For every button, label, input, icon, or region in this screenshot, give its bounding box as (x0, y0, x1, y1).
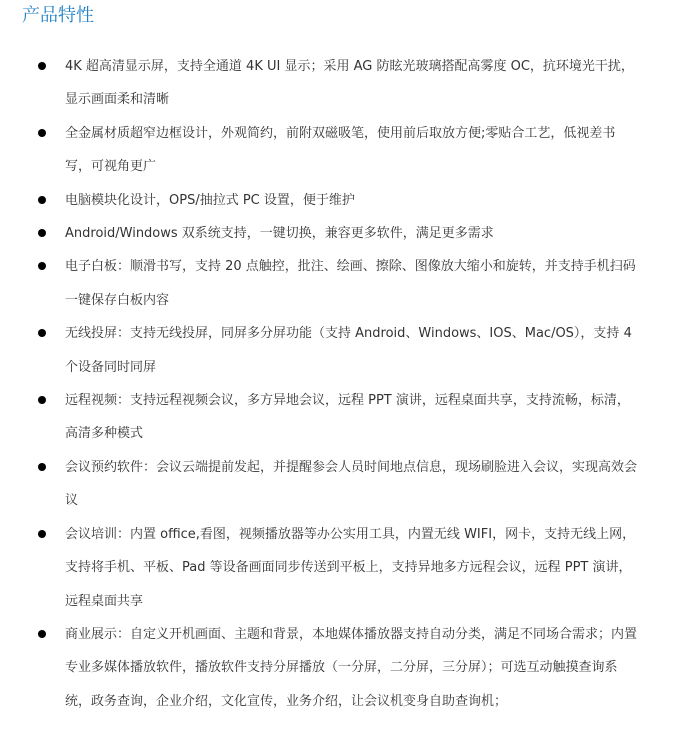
feature-item (0, 184, 694, 217)
bullet-icon (38, 530, 46, 538)
feature-item (0, 117, 694, 184)
bullet-icon (38, 196, 46, 204)
feature-text: 会议培训：内置 office,看图，视频播放器等办公实用工具，内置无线 WIFI，网卡，支持无线上网，支持将手机、平板、Pad 等设备画面同步传送到平板上，支持异地多方远程会议，远程 PPT 演讲， 远程桌面共享 (65, 526, 636, 609)
feature-text: Android/Windows 双系统支持，一键切换，兼容更多软件，满足更多需求 (65, 226, 494, 242)
feature-text: 全金属材质超窄边框设计，外观简约，前附双磁吸笔，使用前后取放方便;零贴合工艺，低视差书写，可视角更广 (65, 125, 616, 175)
feature-item (0, 451, 694, 518)
bullet-icon (38, 262, 46, 270)
feature-item (0, 618, 694, 718)
feature-text: 4K 超高清显示屏，支持全通道 4K UI 显示；采用 AG 防眩光玻璃搭配高雾度 OC，抗环境光干扰，显示画面柔和清晰 (65, 59, 634, 108)
feature-item (0, 217, 694, 250)
feature-item (0, 384, 694, 451)
feature-text: 远程视频：支持远程视频会议，多方异地会议，远程 PPT 演讲，远程桌面共享，支持流畅，标清，高清多种模式 (65, 393, 630, 442)
feature-text: 会议预约软件：会议云端提前发起，并提醒参会人员时间地点信息，现场刷脸进入会议，实现高效会议 (65, 459, 638, 509)
bullet-icon (38, 229, 46, 237)
feature-text: 电子白板：顺滑书写，支持 20 点触控，批注、绘画、擦除、图像放大缩小和旋转，并支持手机扫码一键保存白板内容 (65, 259, 636, 308)
feature-list (0, 50, 694, 718)
feature-text: 电脑模块化设计，OPS/抽拉式 PC 设置，便于维护 (65, 192, 355, 208)
bullet-icon (38, 62, 46, 70)
feature-item (0, 518, 694, 618)
feature-item (0, 50, 694, 117)
bullet-icon (38, 463, 46, 471)
bullet-icon (38, 396, 46, 404)
bullet-icon (38, 630, 46, 638)
bullet-icon (38, 329, 46, 337)
feature-item (0, 250, 694, 317)
bullet-icon (38, 129, 46, 137)
feature-item (0, 317, 694, 384)
feature-text: 无线投屏：支持无线投屏，同屏多分屏功能（支持 Android、Windows、IOS、Mac/OS），支持 4 个设备同时同屏 (65, 326, 632, 375)
section-title: 产品特性 (22, 5, 94, 26)
feature-text: 商业展示：自定义开机画面、主题和背景，本地媒体播放器支持自动分类，满足不同场合需求；内置专业多媒体播放软件，播放软件支持分屏播放（一分屏，二分屏，三分屏）；可选互动触摸查询系统，政务查询，企业介绍，文化宣传，业务介绍，让会议机变身自助查询机； (65, 626, 638, 709)
